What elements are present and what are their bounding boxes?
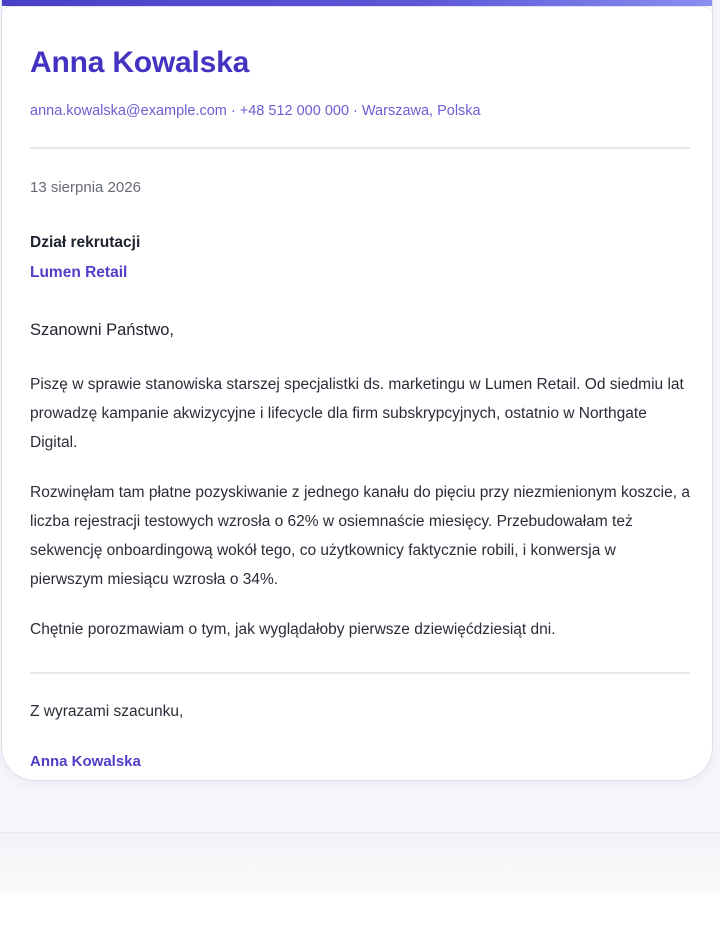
- page-shadow-band: [0, 833, 720, 895]
- recipient-company: Lumen Retail: [30, 264, 128, 281]
- recipient-department: Dział rekrutacji: [30, 234, 141, 251]
- header-divider: [30, 147, 690, 149]
- body-paragraph-2: Rozwinęłam tam płatne pozyskiwanie z jednego kanału do pięciu przy niezmienionym koszcie, a liczba rejestracji testowych wzrosła o 62% w osiemnaście miesięcy. Przebudowałam też sekwencję onboardingową wokół tego, co użytkownicy faktycznie robili, i konwersja w pierwszym miesiącu wzrosła o 34%.: [30, 484, 690, 588]
- letter-card: [1, 0, 713, 781]
- footer-divider: [30, 672, 690, 674]
- closing: Z wyrazami szacunku,: [30, 703, 184, 720]
- body-paragraph-3: Chętnie porozmawiam o tym, jak wyglądałoby pierwsze dziewięćdziesiąt dni.: [30, 621, 556, 638]
- greeting: Szanowni Państwo,: [30, 321, 174, 339]
- contact-line: anna.kowalska@example.com · +48 512 000 000 · Warszawa, Polska: [30, 103, 481, 119]
- sender-name: Anna Kowalska: [30, 46, 250, 79]
- signature: Anna Kowalska: [30, 753, 141, 770]
- body-paragraph-1: Piszę w sprawie stanowiska starszej specjalistki ds. marketingu w Lumen Retail. Od siedmiu lat prowadzę kampanie akwizycyjne i lifecycle dla firm subskrypcyjnych, ostatnio w Northgate Digital.: [30, 376, 684, 451]
- letter-date: 13 sierpnia 2026: [30, 179, 141, 196]
